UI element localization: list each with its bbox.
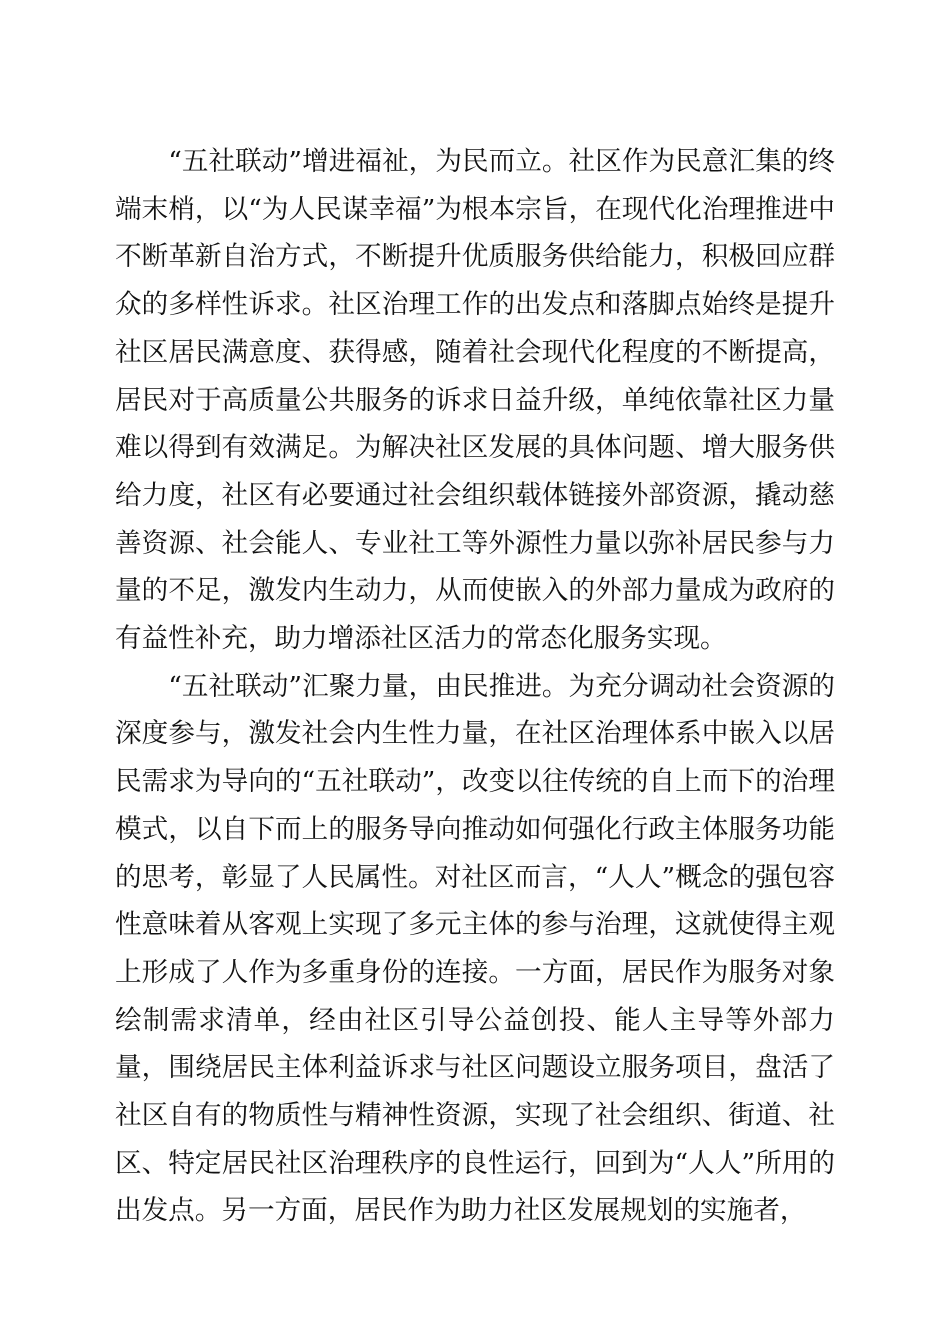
paragraph-wushe-strength: “五社联动”汇聚力量，由民推进。为充分调动社会资源的深度参与，激发社会内生性力量，在社区治理体系中嵌入以居民需求为导向的“五社联动”，改变以往传统的自上而下的治理模式，以自下而上的服务导向推动如何强化行政主体服务功能的思考，彰显了人民属性。对社区而言，“人人”概念的强包容性意味着从客观上实现了多元主体的参与治理，这就使得主观上形成了人作为多重身份的连接。一方面，居民作为服务对象绘制需求清单，经由社区引导公益创投、能人主导等外部力量，围绕居民主体利益诉求与社区问题设立服务项目，盘活了社区自有的物质性与精神性资源，实现了社会组织、街道、社区、特定居民社区治理秩序的良性运行，回到为“人人”所用的出发点。另一方面，居民作为助力社区发展规划的实施者， xyxy=(115,670,835,1227)
document-body xyxy=(115,138,835,1235)
paragraph-wushe-welfare: “五社联动”增进福祉，为民而立。社区作为民意汇集的终端末梢，以“为人民谋幸福”为根本宗旨，在现代化治理推进中不断革新自治方式，不断提升优质服务供给能力，积极回应群众的多样性诉求。社区治理工作的出发点和落脚点始终是提升社区居民满意度、获得感，随着社会现代化程度的不断提高，居民对于高质量公共服务的诉求日益升级，单纯依靠社区力量难以得到有效满足。为解决社区发展的具体问题、增大服务供给力度，社区有必要通过社会组织载体链接外部资源，撬动慈善资源、社会能人、专业社工等外源性力量以弥补居民参与力量的不足，激发内生动力，从而使嵌入的外部力量成为政府的有益性补充，助力增添社区活力的常态化服务实现。 xyxy=(115,146,835,655)
